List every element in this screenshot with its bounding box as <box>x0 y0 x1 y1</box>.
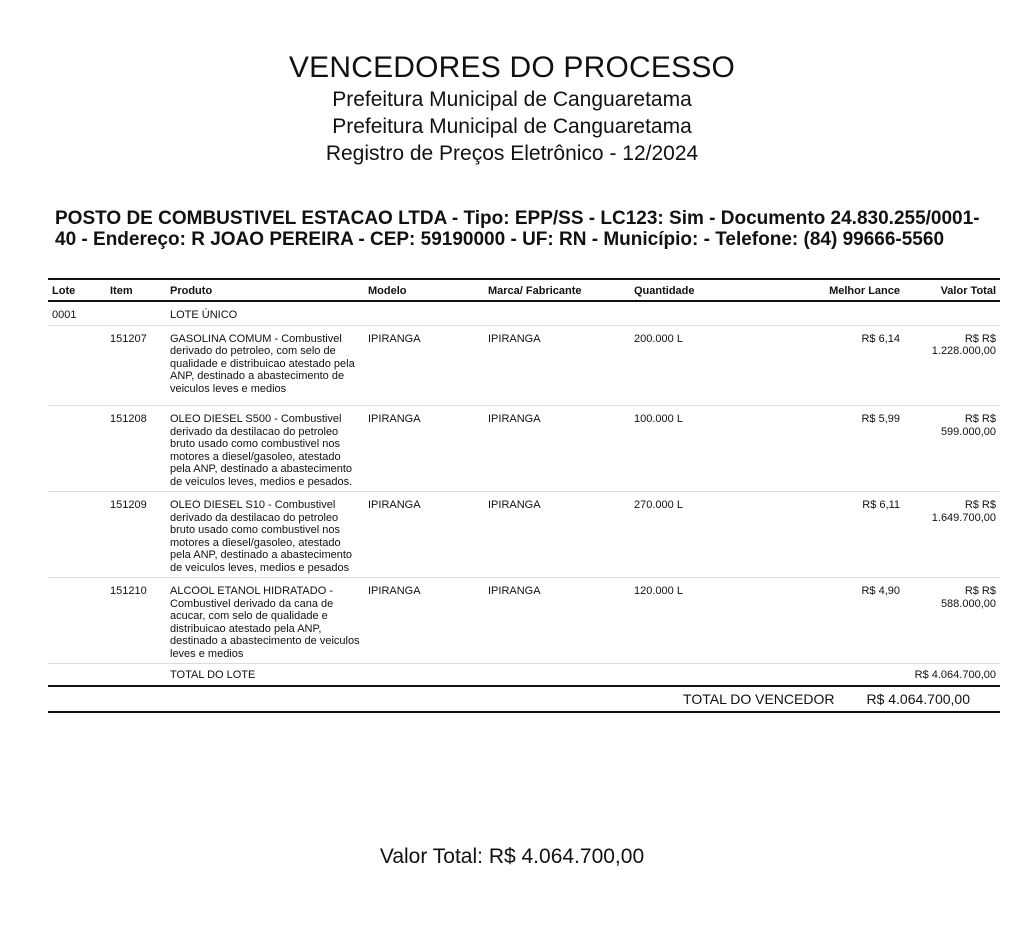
product-description: ALCOOL ETANOL HIDRATADO - Combustivel derivado da cana de acucar, com selo de qualidade e distribuicao atestado pela ANP, destinado a abastecimento de veiculos leves e medios <box>166 578 364 664</box>
modelo: IPIRANGA <box>364 406 484 492</box>
header-valor-total: Valor Total <box>904 279 1000 301</box>
modelo: IPIRANGA <box>364 578 484 664</box>
product-description: GASOLINA COMUM - Combustivel derivado do petroleo, com selo de qualidade e distribuicao atestado pela ANP, destinado a abastecimento de veiculos leves e medios <box>166 325 364 406</box>
total-vencedor-label: TOTAL DO VENCEDOR <box>683 690 835 707</box>
marca: IPIRANGA <box>484 325 630 406</box>
header-melhor-lance: Melhor Lance <box>758 279 904 301</box>
product-description: OLEO DIESEL S500 - Combustivel derivado da destilacao do petroleo bruto usado como combustivel nos motores a diesel/gasoleo, atestado pela ANP, destinado a abastecimento de veiculos leves, medios e pesados. <box>166 406 364 492</box>
quantidade: 100.000 L <box>630 406 758 492</box>
header-line-2: Prefeitura Municipal de Canguaretama <box>332 115 692 138</box>
item-code: 151207 <box>106 325 166 406</box>
melhor-lance: R$ 6,14 <box>758 325 904 406</box>
valor-total: R$ R$ 599.000,00 <box>904 406 1000 492</box>
header-line-1: Prefeitura Municipal de Canguaretama <box>332 88 692 111</box>
marca: IPIRANGA <box>484 492 630 578</box>
modelo: IPIRANGA <box>364 325 484 406</box>
total-lote-label: TOTAL DO LOTE <box>166 664 364 686</box>
table-row <box>48 492 1000 578</box>
marca: IPIRANGA <box>484 578 630 664</box>
header-line-3: Registro de Preços Eletrônico - 12/2024 <box>325 142 699 165</box>
valor-total: R$ R$ 1.228.000,00 <box>904 325 1000 406</box>
lote-label: LOTE ÚNICO <box>166 301 364 325</box>
product-description: OLEO DIESEL S10 - Combustivel derivado da destilacao do petroleo bruto usado como combustivel nos motores a diesel/gasoleo, atestado pela ANP, destinado a abastecimento de veiculos leves, medios e pesados <box>166 492 364 578</box>
quantidade: 200.000 L <box>630 325 758 406</box>
table-row <box>48 578 1000 664</box>
vendor-info: POSTO DE COMBUSTIVEL ESTACAO LTDA - Tipo: EPP/SS - LC123: Sim - Documento 24.830.255/0001-40 - Endereço: R JOAO PEREIRA - CEP: 59190000 - UF: RN - Município: - Telefone: (84) 99666-5560 <box>55 208 980 250</box>
lote-number: 0001 <box>48 301 106 325</box>
melhor-lance: R$ 6,11 <box>758 492 904 578</box>
header-quantidade: Quantidade <box>630 279 758 301</box>
item-code: 151208 <box>106 406 166 492</box>
header-marca: Marca/ Fabricante <box>484 279 630 301</box>
lote-row <box>48 301 1000 325</box>
valor-total: R$ R$ 1.649.700,00 <box>904 492 1000 578</box>
quantidade: 270.000 L <box>630 492 758 578</box>
table-row <box>48 325 1000 406</box>
total-lote-value: R$ 4.064.700,00 <box>904 664 1000 686</box>
total-vencedor-row <box>48 687 1000 713</box>
marca: IPIRANGA <box>484 406 630 492</box>
winners-table <box>48 278 1000 687</box>
total-vencedor-value: R$ 4.064.700,00 <box>866 690 970 707</box>
item-code: 151209 <box>106 492 166 578</box>
melhor-lance: R$ 4,90 <box>758 578 904 664</box>
valor-total: R$ R$ 588.000,00 <box>904 578 1000 664</box>
page-title: VENCEDORES DO PROCESSO <box>288 51 736 84</box>
winners-table-container <box>48 278 1000 713</box>
valor-total-footer: Valor Total: R$ 4.064.700,00 <box>379 845 645 868</box>
table-header-row <box>48 279 1000 301</box>
melhor-lance: R$ 5,99 <box>758 406 904 492</box>
item-code: 151210 <box>106 578 166 664</box>
quantidade: 120.000 L <box>630 578 758 664</box>
table-row <box>48 406 1000 492</box>
total-lote-row <box>48 664 1000 686</box>
header-lote: Lote <box>48 279 106 301</box>
header-produto: Produto <box>166 279 364 301</box>
header-modelo: Modelo <box>364 279 484 301</box>
document-header <box>0 50 1024 167</box>
modelo: IPIRANGA <box>364 492 484 578</box>
header-item: Item <box>106 279 166 301</box>
